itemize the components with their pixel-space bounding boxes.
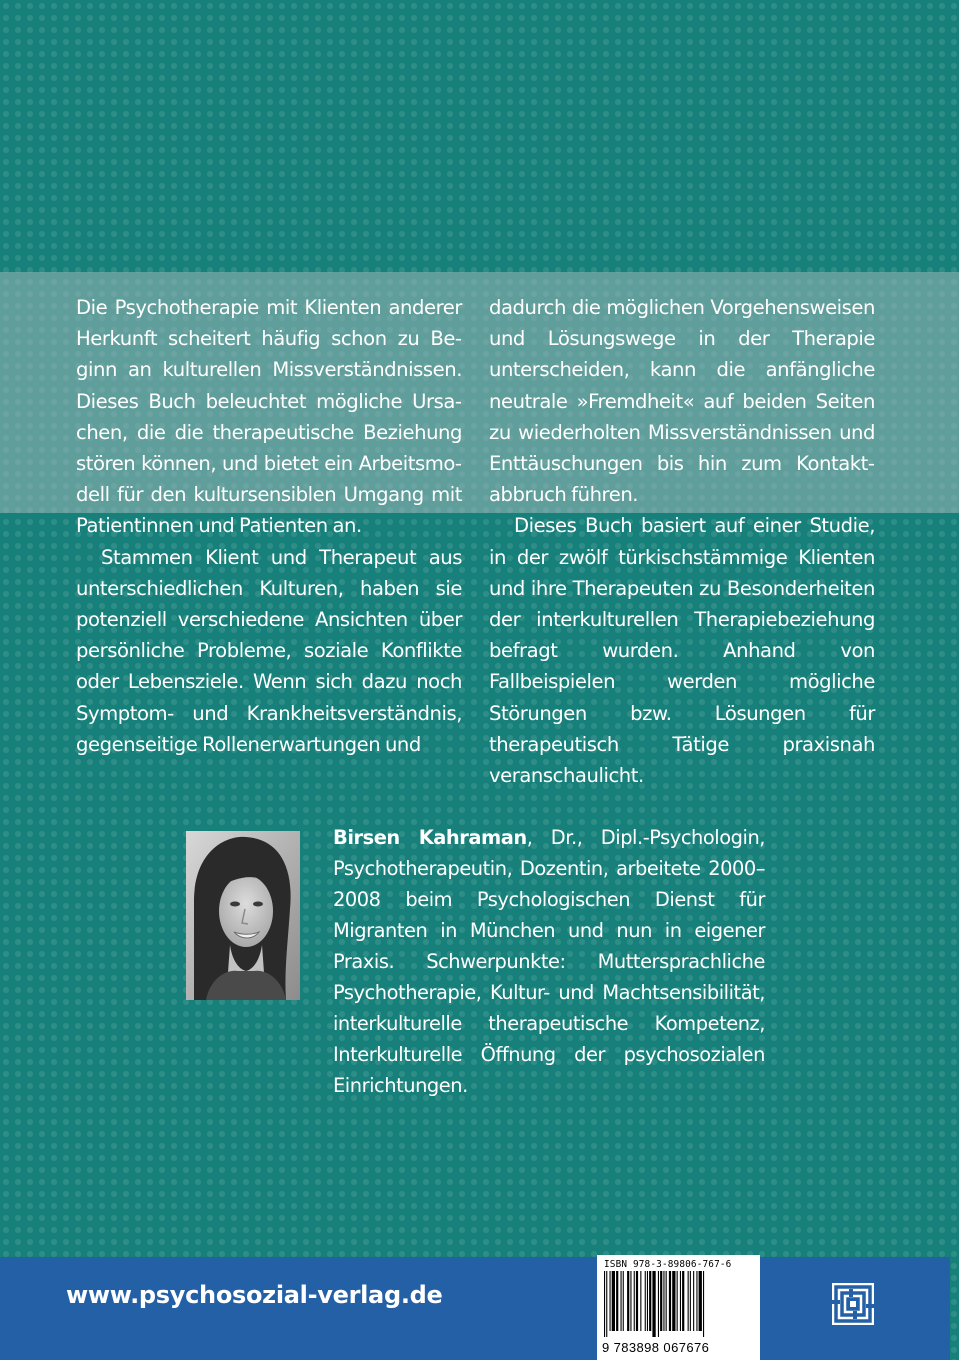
barcode-icon [604,1271,754,1337]
blurb-right-column [489,292,875,791]
author-name: Birsen Kahraman [333,826,527,849]
ean-number: 9 783898 067676 [602,1340,710,1355]
blurb-paragraph-4: Dieses Buch basiert auf einer Studie, in der zwölf türkischstämmige Klienten und ihre Therapeuten zu Besonderheiten der interkulturellen Therapiebeziehung befragt wurden. Anhand von Fallbeispielen werden mögliche Störungen bzw. Lösungen für therapeutisch Tätige praxisnah veranschaulicht. [489,514,875,788]
blurb-paragraph-2: Stammen Klient und Therapeut aus unterschiedlichen Kulturen, haben sie potenziell verschiedene Ansichten über persönliche Probleme, soziale Konflikte oder Lebensziele. Wenn sich dazu noch Symptom- und Krankheitsverständnis, gegenseitige Rollenerwartungen und [76,545,462,756]
author-bio [333,822,765,1101]
publisher-website-link[interactable]: www.psychosozial-verlag.de [66,1281,443,1309]
author-photo [186,831,300,1000]
blurb-left-column [76,292,462,760]
blurb-paragraph-3: dadurch die möglichen Vorgehensweisen und Lösungswege in der Therapie unterscheiden, kann die anfängliche neutrale »Fremdheit« auf beiden Seiten zu wiederholten Missverständnissen und Enttäuschungen bis hin zum Kontaktabbruch führen. [489,296,875,507]
isbn-text: ISBN 978-3-89806-767-6 [604,1259,732,1270]
author-bio-text: , Dr., Dipl.-Psychologin, Psychotherapeutin, Dozentin, arbeitete 2000–2008 beim Psychologischen Dienst für Migranten in München und nun in eigener Praxis. Schwerpunkte: Muttersprachliche Psychotherapie, Kultur- und Machtsensibilität, interkulturelle therapeutische Kompetenz, Interkulturelle Öffnung der psychosozialen Einrichtungen. [333,826,765,1097]
blurb-paragraph-1: Die Psychotherapie mit Klienten anderer Herkunft scheitert häufig schon zu Beginn an kulturellen Missverständnissen. Dieses Buch beleuchtet mögliche Ursachen, die die therapeutische Beziehung stören können, und bietet ein Arbeitsmodell für den kultursensiblen Umgang mit Patientinnen und Patienten an. [76,296,462,538]
publisher-logo-icon [832,1283,874,1325]
